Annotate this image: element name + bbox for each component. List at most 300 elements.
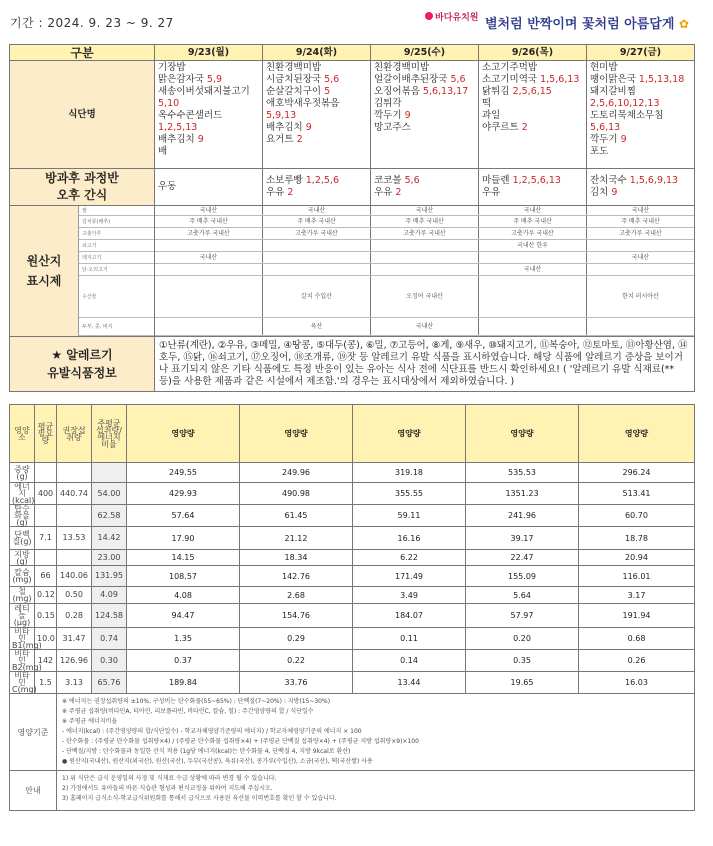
meal-item bbox=[374, 110, 475, 122]
nutrient-value: 296.24 bbox=[579, 463, 695, 483]
food-name: 망고주스 bbox=[374, 122, 411, 133]
snack-item bbox=[266, 175, 367, 187]
nutrient-value: 1.35 bbox=[127, 628, 240, 650]
snack-cell bbox=[371, 169, 479, 206]
nutrient-name: 비타민C(mg) bbox=[10, 672, 35, 694]
food-name: 우동 bbox=[158, 181, 177, 192]
avg-value: 0.15 bbox=[35, 604, 57, 628]
allergen-codes: 5 bbox=[324, 86, 331, 97]
nutrient-value: 429.93 bbox=[127, 483, 240, 505]
nutrient-value: 1351.23 bbox=[466, 483, 579, 505]
snack-item bbox=[482, 187, 583, 199]
food-name: 김치 bbox=[590, 187, 609, 198]
avg-col-header: 평균필요량 bbox=[35, 405, 57, 463]
avg-value: 7.1 bbox=[35, 527, 57, 550]
meal-item bbox=[374, 98, 475, 110]
menu-period: 기간 : 2024. 9. 23 ~ 9. 27 bbox=[10, 16, 174, 30]
nutrition-notes bbox=[57, 694, 695, 771]
week-value bbox=[92, 463, 127, 483]
rec-value bbox=[57, 463, 92, 483]
meal-item bbox=[482, 62, 583, 74]
rec-col-header: 권장섭취량 bbox=[57, 405, 92, 463]
origin-row bbox=[155, 206, 694, 216]
nutrient-value: 18.78 bbox=[579, 527, 695, 550]
food-name: 과일 bbox=[482, 110, 501, 121]
day-header: 9/25(수) bbox=[371, 45, 479, 61]
food-name: 얼갈이배추된장국 bbox=[374, 74, 448, 85]
nutrient-value: 5.64 bbox=[466, 587, 579, 604]
origin-value bbox=[586, 264, 694, 275]
origin-value bbox=[262, 240, 370, 251]
origin-values bbox=[155, 206, 695, 337]
origin-value: 주 배추 국내산 bbox=[370, 216, 478, 227]
snack-item bbox=[374, 175, 475, 187]
origin-value: 고춧가루 국내산 bbox=[187, 230, 230, 237]
week-value: 0.30 bbox=[92, 650, 127, 672]
note-line: - 단백질/지방 : 탄수화물과 동일한 산식 적용 (1g당 에너지(kcal)는 탄수화물 4, 단백질 4, 지방 9kcal로 환산) bbox=[62, 748, 351, 755]
meal-item bbox=[158, 62, 259, 74]
meal-item bbox=[158, 86, 259, 110]
nutrient-row bbox=[10, 463, 695, 483]
origin-value bbox=[155, 318, 262, 335]
rec-value: 0.50 bbox=[57, 587, 92, 604]
slogan: 별처럼 반짝이며 꽃처럼 아름답게 ✿ bbox=[485, 17, 689, 32]
origin-item: 김치류(배추) bbox=[79, 216, 154, 228]
food-name: 닭튀김 bbox=[482, 86, 510, 97]
rec-value bbox=[57, 550, 92, 566]
nutrient-value: 21.12 bbox=[240, 527, 353, 550]
nutrient-value: 60.70 bbox=[579, 505, 695, 527]
day-header: 9/23(월) bbox=[155, 45, 263, 61]
origin-value bbox=[478, 252, 586, 263]
nutrient-value: 535.53 bbox=[466, 463, 579, 483]
origin-value bbox=[262, 264, 370, 275]
food-name: 옥수수콘샐러드 bbox=[158, 110, 223, 121]
meal-item bbox=[482, 86, 583, 98]
note-line: - 탄수화물 : (주평균 탄수화물 섭취량×4) / (주평균 탄수화물 섭취량×4) + (주평균 단백질 섭취량×4) + (주평균 지방 섭취량×9)×100 bbox=[62, 738, 419, 745]
snack-item bbox=[482, 175, 583, 187]
origin-value: 국내산 bbox=[370, 318, 478, 335]
nutrient-name: 칼슘(mg) bbox=[10, 566, 35, 587]
origin-value: 한치 러시아산 bbox=[586, 276, 694, 317]
origin-value: 주 배추 국내산 bbox=[262, 216, 370, 227]
food-name: 우유 bbox=[266, 187, 285, 198]
origin-value: 주 배추 국내산 bbox=[586, 216, 694, 227]
food-name: 돼지갈비찜 bbox=[590, 86, 636, 97]
rec-value: 140.06 bbox=[57, 566, 92, 587]
origin-value: 국내산 bbox=[262, 206, 370, 215]
allergen-codes: 5,6,13 bbox=[590, 122, 621, 133]
avg-value bbox=[35, 463, 57, 483]
meal-item bbox=[374, 122, 475, 134]
nutrient-value: 108.57 bbox=[127, 566, 240, 587]
meal-item bbox=[590, 74, 691, 86]
rec-value: 0.28 bbox=[57, 604, 92, 628]
nutrient-name: 중량(g) bbox=[10, 463, 35, 483]
origin-value: 주 배추 국내산 bbox=[478, 216, 586, 227]
meal-item bbox=[590, 62, 691, 74]
meal-item bbox=[374, 62, 475, 74]
allergy-info: ①난류(계란), ②우유, ③메밀, ④땅콩, ⑤대두(콩), ⑥밀, ⑦고등어, ⑧게, ⑨새우, ⑩돼지고기, ⑪복숭아, ⑫토마토, ⑬아황산염, ⑭호두, ⑮닭, ⑯쇠고기, ⑰오징어, ⑱조개류, ⑲잣 등 알레르기 유발 식품을 표시하였습니다. 해당 식품에 알레르기 증상을 보이거나 표기되지 않은 기타 식품에도 특정 반응이 있는 유아는 식사 전에 식단표를 반드시 확인하세요! ( '알레르기 유발 식재료(** 등)을 사용한 제품과 같은 시설에서 제조함.'의 경우는 표시대상에서 제외하였습니다. ) bbox=[155, 337, 695, 392]
allergen-codes: 2,5,6,10,12,13 bbox=[590, 98, 660, 109]
week-value: 23.00 bbox=[92, 550, 127, 566]
allergen-codes: 1,2,5,6 bbox=[305, 175, 339, 186]
origin-value bbox=[370, 240, 478, 251]
allergen-codes: 1,5,6,9,13 bbox=[629, 175, 679, 186]
nutrient-value: 2.68 bbox=[240, 587, 353, 604]
meal-item bbox=[158, 134, 259, 146]
food-name: 깍두기 bbox=[374, 110, 402, 121]
nutrient-value: 16.03 bbox=[579, 672, 695, 694]
day-header: 9/26(목) bbox=[479, 45, 587, 61]
origin-value: 주 배추 국내산 bbox=[189, 218, 228, 225]
nutrition-table bbox=[9, 404, 695, 811]
meal-item bbox=[266, 98, 367, 122]
week-value: 4.09 bbox=[92, 587, 127, 604]
rec-value: 440.74 bbox=[57, 483, 92, 505]
nutrient-amount-header: 영양량 bbox=[579, 405, 695, 463]
nutrient-value: 39.17 bbox=[466, 527, 579, 550]
nutrient-value: 171.49 bbox=[353, 566, 466, 587]
avg-value: 66 bbox=[35, 566, 57, 587]
meal-item bbox=[158, 74, 259, 86]
origin-value: 국내산 bbox=[586, 252, 694, 263]
week-col-header: 주평균섭취량/에너지비율 bbox=[92, 405, 127, 463]
nutrient-row bbox=[10, 628, 695, 650]
nutrient-value: 0.22 bbox=[240, 650, 353, 672]
food-name: 야쿠르트 bbox=[482, 122, 519, 133]
food-name: 포도 bbox=[590, 146, 609, 157]
food-name: 오징어볶음 bbox=[374, 86, 420, 97]
note-line: ※ 에너지는 권장섭취량의 ±10%, 구성비는 탄수화물(55~65%) : 단백질(7~20%) : 지방(15~30%) bbox=[62, 698, 331, 705]
food-name: 김튀각 bbox=[374, 98, 402, 109]
nutrient-row bbox=[10, 550, 695, 566]
origin-row bbox=[155, 318, 694, 336]
nutrient-value: 0.20 bbox=[466, 628, 579, 650]
nutrient-amount-header: 영양량 bbox=[240, 405, 353, 463]
origin-value: 고춧가루 국내산 bbox=[478, 228, 586, 239]
nutrient-value: 184.07 bbox=[353, 604, 466, 628]
avg-value bbox=[35, 550, 57, 566]
nutrient-row bbox=[10, 483, 695, 505]
origin-row bbox=[155, 276, 694, 318]
food-name: 소고기주먹밥 bbox=[482, 62, 538, 73]
meal-item bbox=[266, 62, 367, 74]
snack-label: 방과후 과정반 오후 간식 bbox=[10, 169, 155, 206]
nutrient-value: 57.64 bbox=[127, 505, 240, 527]
meal-item bbox=[266, 86, 367, 98]
origin-item: 수산물 bbox=[79, 276, 154, 318]
snack-cell bbox=[479, 169, 587, 206]
origin-value bbox=[586, 240, 694, 251]
rec-value: 126.96 bbox=[57, 650, 92, 672]
origin-value bbox=[155, 240, 262, 251]
allergen-codes: 5,6,13,17 bbox=[422, 86, 469, 97]
avg-value: 400 bbox=[35, 483, 57, 505]
avg-value: 10.0 bbox=[35, 628, 57, 650]
nutrient-name: 단백질(g) bbox=[10, 527, 35, 550]
nutrient-value: 191.94 bbox=[579, 604, 695, 628]
allergen-codes: 9 bbox=[620, 134, 627, 145]
origin-item: 돼지고기 bbox=[79, 252, 154, 264]
origin-value: 고춧가루 국내산 bbox=[370, 228, 478, 239]
meal-item bbox=[590, 146, 691, 158]
origin-row bbox=[155, 228, 694, 240]
nutrient-value: 14.15 bbox=[127, 550, 240, 566]
origin-value bbox=[478, 276, 586, 317]
snack-cell bbox=[155, 169, 263, 206]
menu-table bbox=[9, 44, 695, 392]
nutrient-row bbox=[10, 650, 695, 672]
food-name: 우유 bbox=[374, 187, 393, 198]
nutrient-value: 513.41 bbox=[579, 483, 695, 505]
week-value: 62.58 bbox=[92, 505, 127, 527]
food-name: 친환경백미밥 bbox=[374, 62, 430, 73]
guide-label: 안내 bbox=[10, 771, 57, 811]
nutrient-value: 4.08 bbox=[127, 587, 240, 604]
meal-item bbox=[482, 98, 583, 110]
origin-value: 갈치 수입산 bbox=[262, 276, 370, 317]
meal-item bbox=[158, 110, 259, 134]
nutrient-value: 16.16 bbox=[353, 527, 466, 550]
meal-item bbox=[266, 74, 367, 86]
nutrient-value: 249.55 bbox=[127, 463, 240, 483]
origin-row bbox=[155, 216, 694, 228]
snack-item bbox=[266, 187, 367, 199]
snack-item bbox=[158, 181, 259, 193]
nutrient-name: 레티놀(μg) bbox=[10, 604, 35, 628]
week-value: 0.74 bbox=[92, 628, 127, 650]
food-name: 맑은감자국 bbox=[158, 74, 204, 85]
origin-value: 국내산 한우 bbox=[478, 240, 586, 251]
allergen-codes: 5,10 bbox=[158, 98, 180, 109]
nutrient-amount-header: 영양량 bbox=[127, 405, 240, 463]
nutrient-value: 319.18 bbox=[353, 463, 466, 483]
nutrient-value: 0.14 bbox=[353, 650, 466, 672]
food-name: 배 bbox=[158, 146, 168, 157]
rec-value: 13.53 bbox=[57, 527, 92, 550]
meal-cell bbox=[263, 61, 371, 169]
nutrient-value: 22.47 bbox=[466, 550, 579, 566]
food-name: 잔치국수 bbox=[590, 175, 627, 186]
nutrient-value: 17.90 bbox=[127, 527, 240, 550]
kindergarten-logo: 바다유치원 bbox=[425, 10, 478, 23]
nutrient-value: 6.22 bbox=[353, 550, 466, 566]
origin-value: 국내산 bbox=[199, 254, 218, 261]
allergen-codes: 2,5,6,15 bbox=[512, 86, 552, 97]
origin-item: 두부, 콩, 비지 bbox=[79, 318, 154, 336]
meal-item bbox=[482, 74, 583, 86]
origin-value bbox=[155, 276, 262, 317]
origin-row bbox=[155, 240, 694, 252]
food-name: 새송이버섯돼지불고기 bbox=[158, 86, 250, 97]
nutrient-value: 0.26 bbox=[579, 650, 695, 672]
meal-item bbox=[482, 122, 583, 134]
nutrient-value: 0.11 bbox=[353, 628, 466, 650]
origin-value: 국내산 bbox=[478, 264, 586, 275]
meal-item bbox=[158, 146, 259, 158]
food-name: 친환경백미밥 bbox=[266, 62, 322, 73]
allergen-codes: 5,9,13 bbox=[266, 110, 297, 121]
food-name: 팽이맑은국 bbox=[590, 74, 636, 85]
meal-item bbox=[374, 86, 475, 98]
allergy-label: ★ 알레르기 유발식품정보 bbox=[10, 337, 155, 392]
week-value: 54.00 bbox=[92, 483, 127, 505]
meal-item bbox=[590, 134, 691, 146]
snack-cell bbox=[263, 169, 371, 206]
rec-value: 31.47 bbox=[57, 628, 92, 650]
nutrient-value: 0.29 bbox=[240, 628, 353, 650]
nutrient-value: 3.49 bbox=[353, 587, 466, 604]
week-value: 131.95 bbox=[92, 566, 127, 587]
meal-item bbox=[482, 110, 583, 122]
food-name: 배추김치 bbox=[158, 134, 195, 145]
guide-notes bbox=[57, 771, 695, 811]
nutrient-col-header: 영양소 bbox=[10, 405, 35, 463]
meal-cell bbox=[479, 61, 587, 169]
origin-value bbox=[155, 264, 262, 275]
food-name: 코코볼 bbox=[374, 175, 402, 186]
avg-value: 142 bbox=[35, 650, 57, 672]
nutrient-row bbox=[10, 527, 695, 550]
nutrient-amount-header: 영양량 bbox=[466, 405, 579, 463]
meal-item bbox=[266, 122, 367, 134]
allergen-codes: 1,5,13,18 bbox=[638, 74, 685, 85]
origin-value bbox=[370, 252, 478, 263]
meal-item bbox=[590, 86, 691, 110]
meal-item bbox=[590, 110, 691, 134]
nutrient-value: 142.76 bbox=[240, 566, 353, 587]
nutrient-value: 0.68 bbox=[579, 628, 695, 650]
allergen-codes: 2 bbox=[296, 134, 303, 145]
note-line: - 에너지(kcal) : (주간영양량의 합/식단일수) - 학교자체영양기준량의 에너지) / 학교자체영양기준의 에너지 × 100 bbox=[62, 728, 362, 735]
nutrient-value: 20.94 bbox=[579, 550, 695, 566]
origin-value: 국내산 bbox=[478, 206, 586, 215]
nutrient-value: 0.35 bbox=[466, 650, 579, 672]
nutrient-value: 61.45 bbox=[240, 505, 353, 527]
snack-item bbox=[374, 187, 475, 199]
origin-row bbox=[155, 264, 694, 276]
food-name: 현미밥 bbox=[590, 62, 618, 73]
origin-item: 쌀 bbox=[79, 206, 154, 216]
origin-value: 국내산 bbox=[370, 206, 478, 215]
allergen-codes: 1,2,5,6,13 bbox=[512, 175, 561, 186]
allergen-codes: 1,2,5,13 bbox=[158, 122, 198, 133]
origin-value bbox=[478, 318, 586, 335]
origin-item-list bbox=[78, 206, 154, 336]
day-header: 9/24(화) bbox=[263, 45, 371, 61]
snack-item bbox=[590, 187, 691, 199]
food-name: 요거트 bbox=[266, 134, 294, 145]
origin-row bbox=[155, 252, 694, 264]
nutrient-value: 33.76 bbox=[240, 672, 353, 694]
nutrient-value: 13.44 bbox=[353, 672, 466, 694]
origin-label-cell bbox=[10, 206, 155, 337]
snack-cell bbox=[587, 169, 695, 206]
note-line: ※ 주평균 섭취량(비타민A, 티아민, 리보플라빈, 비타민C, 칼슘, 철) : 주간영양량의 합 / 식단일수 bbox=[62, 708, 314, 715]
nutrient-row bbox=[10, 672, 695, 694]
origin-value: 국내산 bbox=[586, 206, 694, 215]
week-value: 124.58 bbox=[92, 604, 127, 628]
food-name: 순살갈치구이 bbox=[266, 86, 322, 97]
nutrient-row bbox=[10, 587, 695, 604]
nutrient-value: 155.09 bbox=[466, 566, 579, 587]
allergen-codes: 5,6 bbox=[324, 74, 340, 85]
nutrient-value: 154.76 bbox=[240, 604, 353, 628]
allergen-codes: 5,6 bbox=[404, 175, 420, 186]
rec-value bbox=[57, 505, 92, 527]
allergen-codes: 5,9 bbox=[206, 74, 223, 85]
nutrient-value: 59.11 bbox=[353, 505, 466, 527]
guide-line: 3) 홈페이지 급식소식-학교급식위원회를 통해서 급식으로 사용된 육산물 이력번호를 확인 할 수 있습니다. bbox=[62, 795, 337, 802]
allergen-codes: 9 bbox=[197, 134, 204, 145]
origin-value bbox=[370, 264, 478, 275]
food-name: 도토리묵채소무침 bbox=[590, 110, 664, 121]
origin-value: 고춧가루 국내산 bbox=[586, 228, 694, 239]
allergen-codes: 9 bbox=[404, 110, 411, 121]
allergen-codes: 2 bbox=[395, 187, 402, 198]
allergen-codes: 2 bbox=[521, 122, 528, 133]
meal-cell bbox=[587, 61, 695, 169]
nutrient-name: 철(mg) bbox=[10, 587, 35, 604]
origin-value: 오징어 국내산 bbox=[370, 276, 478, 317]
meal-item bbox=[374, 74, 475, 86]
allergen-codes: 2 bbox=[287, 187, 294, 198]
flower-icon: ✿ bbox=[678, 17, 689, 31]
origin-value bbox=[586, 318, 694, 335]
food-name: 기장밥 bbox=[158, 62, 186, 73]
food-name: 깍두기 bbox=[590, 134, 618, 145]
nutrient-name: 에너지(kcal) bbox=[10, 483, 35, 505]
meal-item bbox=[266, 134, 367, 146]
snack-item bbox=[590, 175, 691, 187]
allergen-codes: 5,6 bbox=[450, 74, 466, 85]
avg-value: 0.12 bbox=[35, 587, 57, 604]
nutrient-value: 355.55 bbox=[353, 483, 466, 505]
nutrient-name: 비타민B2(mg) bbox=[10, 650, 35, 672]
food-name: 배추김치 bbox=[266, 122, 303, 133]
notes-label: 영양기준 bbox=[10, 694, 57, 771]
meal-label: 식단명 bbox=[10, 61, 155, 169]
nutrient-value: 3.17 bbox=[579, 587, 695, 604]
nutrient-value: 189.84 bbox=[127, 672, 240, 694]
nutrient-name: 지방(g) bbox=[10, 550, 35, 566]
meal-cell bbox=[371, 61, 479, 169]
food-name: 우유 bbox=[482, 187, 501, 198]
origin-value: 육산 bbox=[262, 318, 370, 335]
day-header: 9/27(금) bbox=[587, 45, 695, 61]
food-name: 시금치된장국 bbox=[266, 74, 322, 85]
week-value: 65.76 bbox=[92, 672, 127, 694]
week-value: 14.42 bbox=[92, 527, 127, 550]
nutrient-value: 57.97 bbox=[466, 604, 579, 628]
origin-label: 원산지 표시제 bbox=[26, 254, 62, 288]
nutrient-value: 116.01 bbox=[579, 566, 695, 587]
note-line: ● 원산지(국내산), 원산지(외국산), 원산(국산), 두부(국산콩), 육류(국산), 콩가루(수입산), 소금(국산), 떡(국산쌀) 사용 bbox=[62, 758, 373, 765]
nutrient-value: 19.65 bbox=[466, 672, 579, 694]
origin-value: 국내산 bbox=[199, 207, 218, 214]
avg-value bbox=[35, 505, 57, 527]
allergen-codes: 9 bbox=[305, 122, 312, 133]
nutrient-value: 490.98 bbox=[240, 483, 353, 505]
food-name: 소보루빵 bbox=[266, 175, 303, 186]
nutrient-name: 탄수화물(g) bbox=[10, 505, 35, 527]
food-name: 애호박새우젓볶음 bbox=[266, 98, 340, 109]
guide-line: 2) 가정에서도 유아들의 바른 식습관 형성과 편식교정을 위하여 지도해 주십시오. bbox=[62, 785, 273, 792]
nutrient-amount-header: 영양량 bbox=[353, 405, 466, 463]
allergen-codes: 1,5,6,13 bbox=[540, 74, 580, 85]
avg-value: 1.5 bbox=[35, 672, 57, 694]
